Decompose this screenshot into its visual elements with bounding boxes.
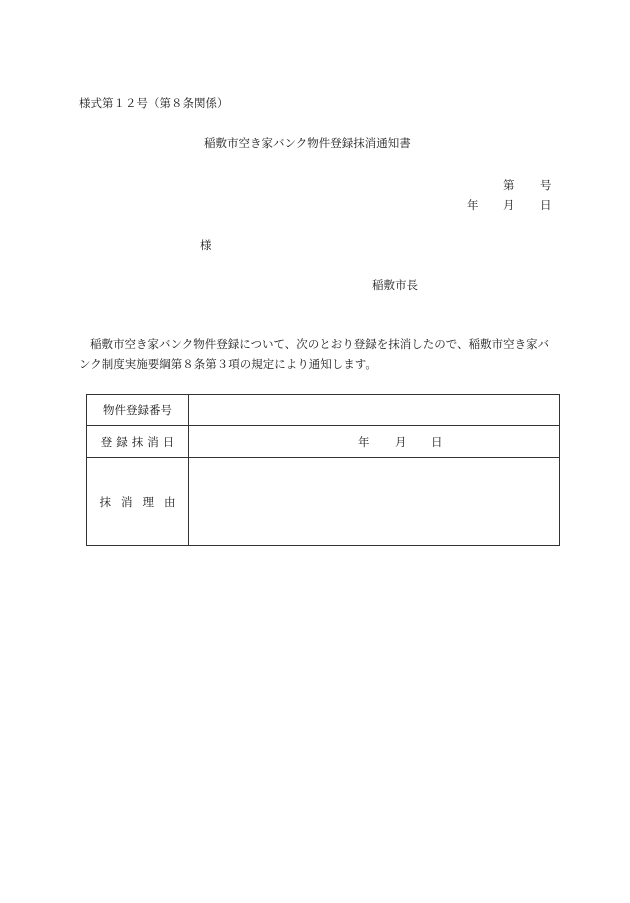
table-row	[87, 458, 560, 546]
removal-date-field[interactable]	[189, 426, 560, 458]
table-row	[87, 395, 560, 426]
date-day-label: 日	[540, 198, 552, 212]
info-table	[86, 394, 560, 546]
body-text: 稲敷市空き家バンク物件登録について、次のとおり登録を抹消したので、稲敷市空き家バンク制度実施要綱第８条第３項の規定により通知します。	[79, 337, 550, 371]
removal-date-label: 登録抹消日	[87, 426, 189, 458]
table-row	[87, 426, 560, 458]
property-number-label: 物件登録番号	[87, 395, 189, 426]
date-year-label: 年	[467, 198, 479, 212]
property-number-field[interactable]	[189, 395, 560, 426]
sender-name: 稲敷市長	[372, 278, 418, 292]
date-month-label: 月	[503, 198, 515, 212]
form-number: 様式第１２号（第８条関係）	[79, 96, 229, 110]
number-gou: 号	[540, 178, 552, 192]
removal-reason-label: 抹消理由	[87, 458, 189, 546]
removal-date-year: 年	[358, 434, 370, 449]
removal-date-month: 月	[395, 434, 407, 449]
removal-date-day: 日	[431, 434, 443, 449]
removal-reason-field[interactable]	[189, 458, 560, 546]
number-dai: 第	[503, 178, 515, 192]
document-title: 稲敷市空き家バンク物件登録抹消通知書	[204, 136, 411, 150]
addressee-suffix: 様	[200, 238, 212, 252]
